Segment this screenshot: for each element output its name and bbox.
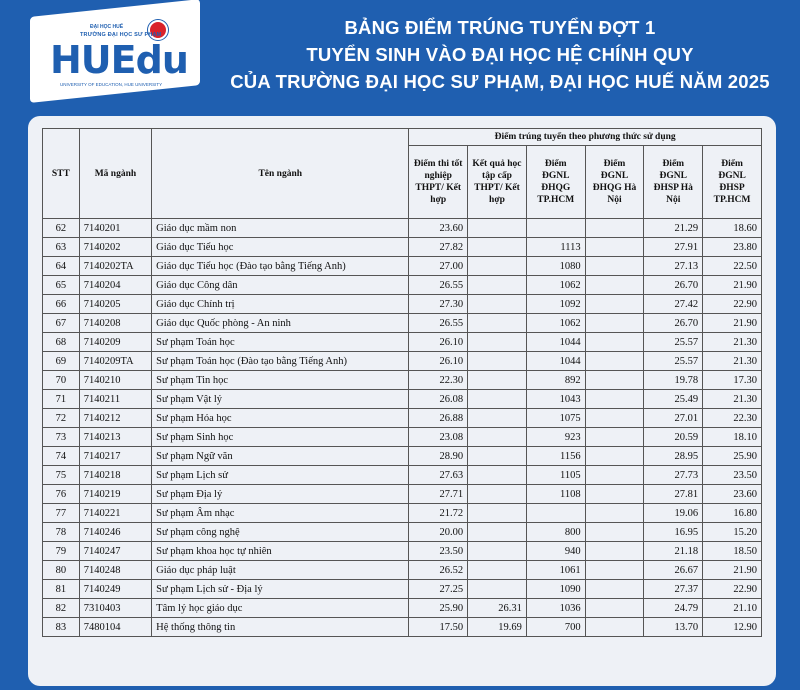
cell-score: 25.90 xyxy=(703,447,762,466)
header-stt: STT xyxy=(43,129,80,219)
cell-score: 22.30 xyxy=(409,371,468,390)
header-name: Tên ngành xyxy=(152,129,409,219)
cell-name: Sư phạm khoa học tự nhiên xyxy=(152,542,409,561)
cell-score xyxy=(585,599,644,618)
cell-score: 1105 xyxy=(526,466,585,485)
header-method-dgnl-hn: Điểm ĐGNL ĐHQG Hà Nội xyxy=(585,146,644,219)
table-row xyxy=(43,409,762,428)
cell-score: 17.30 xyxy=(703,371,762,390)
cell-stt: 76 xyxy=(43,485,80,504)
cell-score: 25.57 xyxy=(644,333,703,352)
cell-score: 19.78 xyxy=(644,371,703,390)
cell-score: 21.30 xyxy=(703,390,762,409)
title-line-3: CỦA TRƯỜNG ĐẠI HỌC SƯ PHẠM, ĐẠI HỌC HUẾ NĂM 2025 xyxy=(230,71,770,92)
table-row xyxy=(43,276,762,295)
header-method-dgnl-hcm: Điểm ĐGNL ĐHQG TP.HCM xyxy=(526,146,585,219)
cell-score: 1044 xyxy=(526,333,585,352)
page-title xyxy=(215,14,785,95)
cell-score: 23.60 xyxy=(409,219,468,238)
cell-score: 23.50 xyxy=(409,542,468,561)
cell-score: 28.95 xyxy=(644,447,703,466)
cell-score: 27.71 xyxy=(409,485,468,504)
logo-line2: TRƯỜNG ĐẠI HỌC SƯ PHẠM xyxy=(80,32,162,38)
cell-stt: 83 xyxy=(43,618,80,637)
cell-score: 1156 xyxy=(526,447,585,466)
cell-score: 23.80 xyxy=(703,238,762,257)
cell-code: 7140218 xyxy=(79,466,151,485)
cell-score xyxy=(468,485,527,504)
cell-score: 1036 xyxy=(526,599,585,618)
cell-name: Giáo dục Tiểu học xyxy=(152,238,409,257)
cell-stt: 73 xyxy=(43,428,80,447)
cell-stt: 62 xyxy=(43,219,80,238)
cell-score: 27.42 xyxy=(644,295,703,314)
cell-score xyxy=(468,504,527,523)
cell-score: 27.00 xyxy=(409,257,468,276)
cell-score xyxy=(468,390,527,409)
cell-stt: 67 xyxy=(43,314,80,333)
table-row xyxy=(43,599,762,618)
cell-score: 23.08 xyxy=(409,428,468,447)
cell-score xyxy=(468,561,527,580)
cell-score: 1108 xyxy=(526,485,585,504)
cell-score: 1061 xyxy=(526,561,585,580)
cell-score xyxy=(585,390,644,409)
cell-name: Hệ thống thông tin xyxy=(152,618,409,637)
cell-name: Sư phạm Lịch sử xyxy=(152,466,409,485)
cell-score: 24.79 xyxy=(644,599,703,618)
cell-name: Sư phạm Toán học (Đào tạo bằng Tiếng Anh) xyxy=(152,352,409,371)
admission-score-table xyxy=(42,128,762,637)
cell-code: 7140210 xyxy=(79,371,151,390)
cell-name: Giáo dục Quốc phòng - An ninh xyxy=(152,314,409,333)
cell-score: 20.59 xyxy=(644,428,703,447)
cell-score xyxy=(585,542,644,561)
cell-score: 22.90 xyxy=(703,295,762,314)
logo-line1: ĐẠI HỌC HUẾ xyxy=(90,24,124,30)
cell-stt: 64 xyxy=(43,257,80,276)
cell-code: 7140202TA xyxy=(79,257,151,276)
cell-score xyxy=(585,257,644,276)
cell-name: Tâm lý học giáo dục xyxy=(152,599,409,618)
table-body xyxy=(43,219,762,637)
cell-score xyxy=(468,447,527,466)
cell-code: 7140208 xyxy=(79,314,151,333)
cell-score: 27.82 xyxy=(409,238,468,257)
cell-stt: 78 xyxy=(43,523,80,542)
table-row xyxy=(43,390,762,409)
cell-score: 22.90 xyxy=(703,580,762,599)
cell-score xyxy=(585,428,644,447)
cell-score xyxy=(468,219,527,238)
cell-score xyxy=(468,257,527,276)
cell-score xyxy=(585,238,644,257)
cell-score: 27.25 xyxy=(409,580,468,599)
cell-score: 26.70 xyxy=(644,314,703,333)
cell-score: 22.30 xyxy=(703,409,762,428)
cell-score: 21.29 xyxy=(644,219,703,238)
cell-score xyxy=(468,276,527,295)
cell-name: Sư phạm Địa lý xyxy=(152,485,409,504)
cell-score xyxy=(585,561,644,580)
cell-stt: 71 xyxy=(43,390,80,409)
cell-score xyxy=(526,219,585,238)
cell-score xyxy=(585,618,644,637)
header-method-thpt: Điểm thi tốt nghiệp THPT/ Kết hợp xyxy=(409,146,468,219)
cell-score xyxy=(585,333,644,352)
cell-score xyxy=(468,333,527,352)
table-row xyxy=(43,466,762,485)
cell-name: Sư phạm Vật lý xyxy=(152,390,409,409)
cell-score: 27.81 xyxy=(644,485,703,504)
cell-code: 7140247 xyxy=(79,542,151,561)
header-group: Điểm trúng tuyển theo phương thức sử dụng xyxy=(409,129,762,146)
cell-code: 7140246 xyxy=(79,523,151,542)
header-method-dhsp-hcm: Điểm ĐGNL ĐHSP TP.HCM xyxy=(703,146,762,219)
table-row xyxy=(43,428,762,447)
cell-score: 26.08 xyxy=(409,390,468,409)
cell-score xyxy=(585,523,644,542)
table-row xyxy=(43,257,762,276)
cell-name: Sư phạm Sinh học xyxy=(152,428,409,447)
cell-code: 7480104 xyxy=(79,618,151,637)
cell-name: Sư phạm Lịch sử - Địa lý xyxy=(152,580,409,599)
score-sheet xyxy=(28,116,776,686)
cell-score: 940 xyxy=(526,542,585,561)
cell-name: Sư phạm Ngữ văn xyxy=(152,447,409,466)
cell-score: 16.80 xyxy=(703,504,762,523)
cell-score xyxy=(468,409,527,428)
cell-score: 21.10 xyxy=(703,599,762,618)
title-line-1: BẢNG ĐIỂM TRÚNG TUYỂN ĐỢT 1 xyxy=(344,17,656,38)
cell-score xyxy=(468,352,527,371)
cell-code: 7140201 xyxy=(79,219,151,238)
table-row xyxy=(43,295,762,314)
cell-score: 27.13 xyxy=(644,257,703,276)
cell-score: 21.90 xyxy=(703,314,762,333)
cell-score: 23.50 xyxy=(703,466,762,485)
cell-score: 26.55 xyxy=(409,314,468,333)
cell-stt: 65 xyxy=(43,276,80,295)
logo-tagline: UNIVERSITY OF EDUCATION, HUE UNIVERSITY xyxy=(60,82,163,87)
cell-stt: 80 xyxy=(43,561,80,580)
cell-score xyxy=(468,428,527,447)
cell-score: 25.90 xyxy=(409,599,468,618)
cell-score xyxy=(468,314,527,333)
cell-score xyxy=(585,409,644,428)
cell-name: Sư phạm Hóa học xyxy=(152,409,409,428)
cell-score: 26.70 xyxy=(644,276,703,295)
cell-score: 1062 xyxy=(526,276,585,295)
table-row xyxy=(43,447,762,466)
cell-score: 21.90 xyxy=(703,561,762,580)
cell-score xyxy=(468,371,527,390)
cell-score: 800 xyxy=(526,523,585,542)
cell-score: 923 xyxy=(526,428,585,447)
cell-score: 21.30 xyxy=(703,352,762,371)
cell-score xyxy=(468,238,527,257)
cell-code: 7140249 xyxy=(79,580,151,599)
header-code: Mã ngành xyxy=(79,129,151,219)
cell-score: 18.60 xyxy=(703,219,762,238)
cell-score: 1043 xyxy=(526,390,585,409)
cell-score: 16.95 xyxy=(644,523,703,542)
cell-stt: 72 xyxy=(43,409,80,428)
table-row xyxy=(43,618,762,637)
cell-score: 21.72 xyxy=(409,504,468,523)
cell-code: 7140211 xyxy=(79,390,151,409)
cell-code: 7140205 xyxy=(79,295,151,314)
cell-score: 21.18 xyxy=(644,542,703,561)
cell-name: Giáo dục Công dân xyxy=(152,276,409,295)
cell-score: 25.49 xyxy=(644,390,703,409)
cell-stt: 81 xyxy=(43,580,80,599)
title-line-2: TUYỂN SINH VÀO ĐẠI HỌC HỆ CHÍNH QUY xyxy=(306,44,694,65)
cell-score: 26.67 xyxy=(644,561,703,580)
table-row xyxy=(43,314,762,333)
table-row xyxy=(43,580,762,599)
table-row xyxy=(43,561,762,580)
cell-score: 1113 xyxy=(526,238,585,257)
table-row xyxy=(43,542,762,561)
cell-code: 7140204 xyxy=(79,276,151,295)
cell-code: 7140221 xyxy=(79,504,151,523)
cell-code: 7310403 xyxy=(79,599,151,618)
table-row xyxy=(43,485,762,504)
cell-score: 26.55 xyxy=(409,276,468,295)
cell-name: Giáo dục pháp luật xyxy=(152,561,409,580)
cell-score: 1062 xyxy=(526,314,585,333)
cell-score: 22.50 xyxy=(703,257,762,276)
table-row xyxy=(43,219,762,238)
cell-code: 7140202 xyxy=(79,238,151,257)
cell-score xyxy=(585,504,644,523)
cell-score: 700 xyxy=(526,618,585,637)
cell-score: 1075 xyxy=(526,409,585,428)
table-row xyxy=(43,504,762,523)
cell-score: 19.06 xyxy=(644,504,703,523)
cell-name: Sư phạm Âm nhạc xyxy=(152,504,409,523)
cell-name: Sư phạm công nghệ xyxy=(152,523,409,542)
cell-score xyxy=(585,295,644,314)
cell-name: Sư phạm Tin học xyxy=(152,371,409,390)
cell-score xyxy=(585,219,644,238)
cell-score: 18.50 xyxy=(703,542,762,561)
huedu-logo xyxy=(30,8,200,96)
cell-name: Giáo dục mầm non xyxy=(152,219,409,238)
cell-score: 25.57 xyxy=(644,352,703,371)
cell-score: 1092 xyxy=(526,295,585,314)
cell-score: 27.63 xyxy=(409,466,468,485)
cell-score: 27.91 xyxy=(644,238,703,257)
logo-brand: HUEdu xyxy=(50,38,188,82)
cell-code: 7140213 xyxy=(79,428,151,447)
cell-score xyxy=(585,485,644,504)
cell-score xyxy=(468,542,527,561)
cell-stt: 75 xyxy=(43,466,80,485)
cell-score: 26.31 xyxy=(468,599,527,618)
cell-stt: 66 xyxy=(43,295,80,314)
cell-score: 21.90 xyxy=(703,276,762,295)
header-method-dhsp-hn: Điểm ĐGNL ĐHSP Hà Nội xyxy=(644,146,703,219)
cell-score xyxy=(585,466,644,485)
cell-score: 15.20 xyxy=(703,523,762,542)
cell-score: 1090 xyxy=(526,580,585,599)
cell-score: 17.50 xyxy=(409,618,468,637)
cell-code: 7140209TA xyxy=(79,352,151,371)
cell-score: 18.10 xyxy=(703,428,762,447)
cell-score xyxy=(585,276,644,295)
cell-score: 19.69 xyxy=(468,618,527,637)
cell-stt: 68 xyxy=(43,333,80,352)
cell-score: 23.60 xyxy=(703,485,762,504)
cell-score: 26.52 xyxy=(409,561,468,580)
cell-stt: 74 xyxy=(43,447,80,466)
cell-stt: 69 xyxy=(43,352,80,371)
cell-score: 27.73 xyxy=(644,466,703,485)
cell-score xyxy=(585,371,644,390)
cell-code: 7140217 xyxy=(79,447,151,466)
cell-score xyxy=(468,580,527,599)
cell-score xyxy=(526,504,585,523)
cell-score xyxy=(585,352,644,371)
cell-stt: 70 xyxy=(43,371,80,390)
cell-score: 892 xyxy=(526,371,585,390)
cell-score: 21.30 xyxy=(703,333,762,352)
cell-score xyxy=(468,466,527,485)
cell-score: 27.01 xyxy=(644,409,703,428)
cell-score: 26.88 xyxy=(409,409,468,428)
table-row xyxy=(43,371,762,390)
cell-name: Giáo dục Chính trị xyxy=(152,295,409,314)
cell-stt: 77 xyxy=(43,504,80,523)
cell-score: 20.00 xyxy=(409,523,468,542)
cell-score xyxy=(468,523,527,542)
cell-name: Sư phạm Toán học xyxy=(152,333,409,352)
cell-score xyxy=(585,580,644,599)
cell-score: 26.10 xyxy=(409,333,468,352)
cell-score: 28.90 xyxy=(409,447,468,466)
table-row xyxy=(43,352,762,371)
header-method-hocba: Kết quả học tập cấp THPT/ Kết hợp xyxy=(468,146,527,219)
cell-code: 7140219 xyxy=(79,485,151,504)
cell-score: 13.70 xyxy=(644,618,703,637)
cell-score xyxy=(585,314,644,333)
cell-score: 1080 xyxy=(526,257,585,276)
cell-score xyxy=(585,447,644,466)
cell-score: 26.10 xyxy=(409,352,468,371)
cell-code: 7140248 xyxy=(79,561,151,580)
cell-stt: 79 xyxy=(43,542,80,561)
cell-score: 27.30 xyxy=(409,295,468,314)
cell-score xyxy=(468,295,527,314)
cell-score: 12.90 xyxy=(703,618,762,637)
cell-name: Giáo dục Tiểu học (Đào tạo bằng Tiếng Anh) xyxy=(152,257,409,276)
table-row xyxy=(43,523,762,542)
cell-score: 27.37 xyxy=(644,580,703,599)
cell-score: 1044 xyxy=(526,352,585,371)
cell-code: 7140209 xyxy=(79,333,151,352)
table-row xyxy=(43,238,762,257)
cell-code: 7140212 xyxy=(79,409,151,428)
table-row xyxy=(43,333,762,352)
cell-stt: 63 xyxy=(43,238,80,257)
cell-stt: 82 xyxy=(43,599,80,618)
